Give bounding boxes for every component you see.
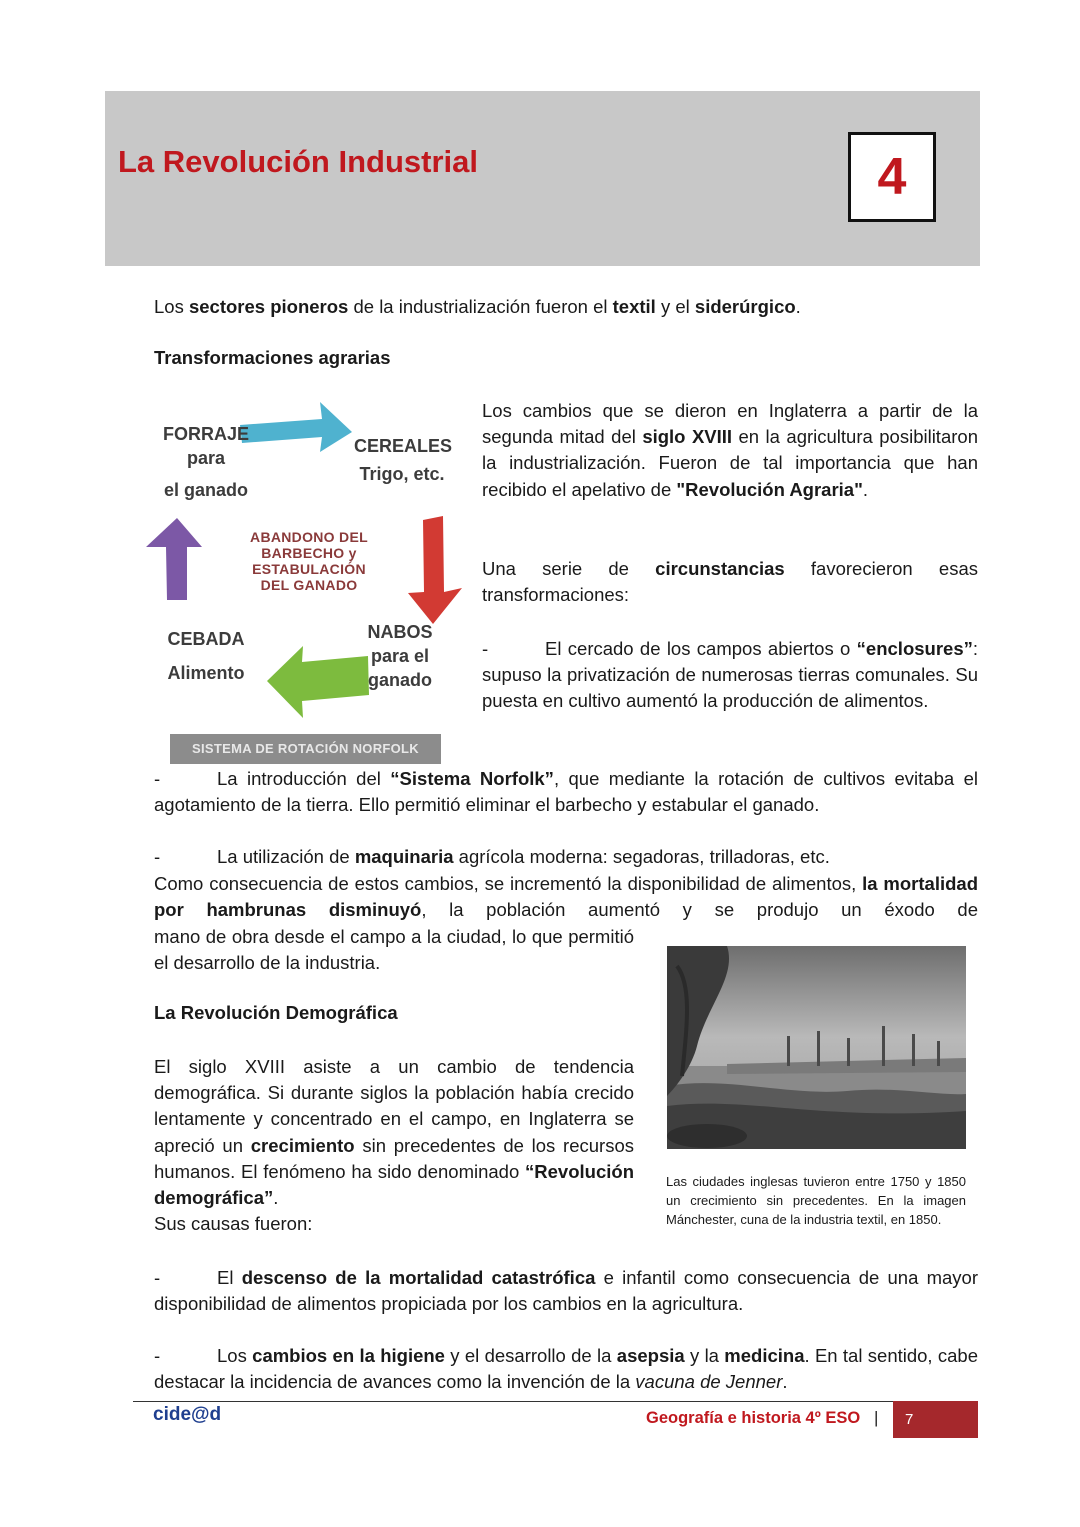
bullet-enclosures: - El cercado de los campos abiertos o “enclosures”: supuso la privatización de numerosas tierras comunales. Su puesta en cultivo aumentó la producción de alimentos. [482,638,978,712]
page-title: La Revolución Industrial [118,144,478,179]
demografica-paragraph: El siglo XVIII asiste a un cambio de tendencia demográfica. Si durante siglos la población había crecido lentamente y concentrado en el campo, en Inglaterra se apreció un crecimiento sin precedentes de los recursos humanos. El fenómeno ha sido denominado “Revolución demográfica”. [154,1056,634,1209]
arrow-up-icon [146,518,202,600]
footer-subject: Geografía e historia 4º ESO [646,1409,861,1427]
arrow-left-icon [267,646,369,718]
chapter-number: 4 [848,132,936,222]
page-number-badge [893,1401,978,1438]
label-abandono-barbecho: ABANDONO DEL BARBECHO y ESTABULACIÓN DEL GANADO [250,529,368,593]
label-forraje: FORRAJE para el ganado [162,424,249,500]
arrow-right-icon [240,402,352,452]
cidead-logo: cide@d [153,1404,222,1425]
diagram-caption-bar: SISTEMA DE ROTACIÓN NORFOLK [170,734,441,764]
footer-separator: | [874,1408,879,1427]
arrow-down-icon [408,516,462,624]
manchester-1850-image [667,946,966,1149]
image-caption: Las ciudades inglesas tuvieron entre 1750 y 1850 un crecimiento sin precedentes. En la imagen Mánchester, cuna de la industria textil, en 1850. [666,1174,966,1228]
agrarias-paragraph-2: Una serie de circunstancias favorecieron esas transformaciones: [482,558,978,606]
intro-paragraph: Los sectores pioneros de la industrialización fueron el textil y el siderúrgico. [154,296,801,317]
norfolk-rotation-diagram [140,392,465,764]
bullet-sistema-norfolk: - La introducción del “Sistema Norfolk”, que mediante la rotación de cultivos evitaba el agotamiento de la tierra. Ello permitió eliminar el barbecho y estabular el ganado. [154,768,978,816]
page-number: 7 [905,1411,914,1428]
conclusion-paragraph: Como consecuencia de estos cambios, se incrementó la disponibilidad de alimentos, la mortalidad por hambrunas disminuyó, la población aumentó y se produjo un éxodo de [154,873,979,921]
heading-transformaciones-agrarias: Transformaciones agrarias [154,347,391,368]
bullet-higiene: - Los cambios en la higiene y el desarrollo de la asepsia y la medicina. En tal sentido, cabe destacar la incidencia de avances como la invención de la vacuna de Jenner. [154,1345,979,1393]
footer-rule [133,1401,978,1402]
agrarias-paragraph-1: Los cambios que se dieron en Inglaterra a partir de la segunda mitad del siglo XVIII en la agricultura posibilitaron la industrialización. Fueron de tal importancia que han recibido el apelativo de "Revolución Agraria". [482,400,978,500]
bullet-maquinaria: - La utilización de maquinaria agrícola moderna: segadoras, trilladoras, etc. [154,846,830,867]
conclusion-continued: mano de obra desde el campo a la ciudad, lo que permitió el desarrollo de la industria. [154,926,634,974]
heading-revolucion-demografica: La Revolución Demográfica [154,1002,398,1023]
causes-intro: Sus causas fueron: [154,1213,313,1234]
label-nabos: NABOS para el ganado [367,622,433,690]
bullet-descenso-mortalidad: - El descenso de la mortalidad catastrófica e infantil como consecuencia de una mayor disponibilidad de alimentos propiciada por los cambios en la agricultura. [154,1267,978,1315]
label-cereales: CEREALES Trigo, etc. [354,436,453,484]
label-cebada: CEBADA Alimento [167,629,245,683]
